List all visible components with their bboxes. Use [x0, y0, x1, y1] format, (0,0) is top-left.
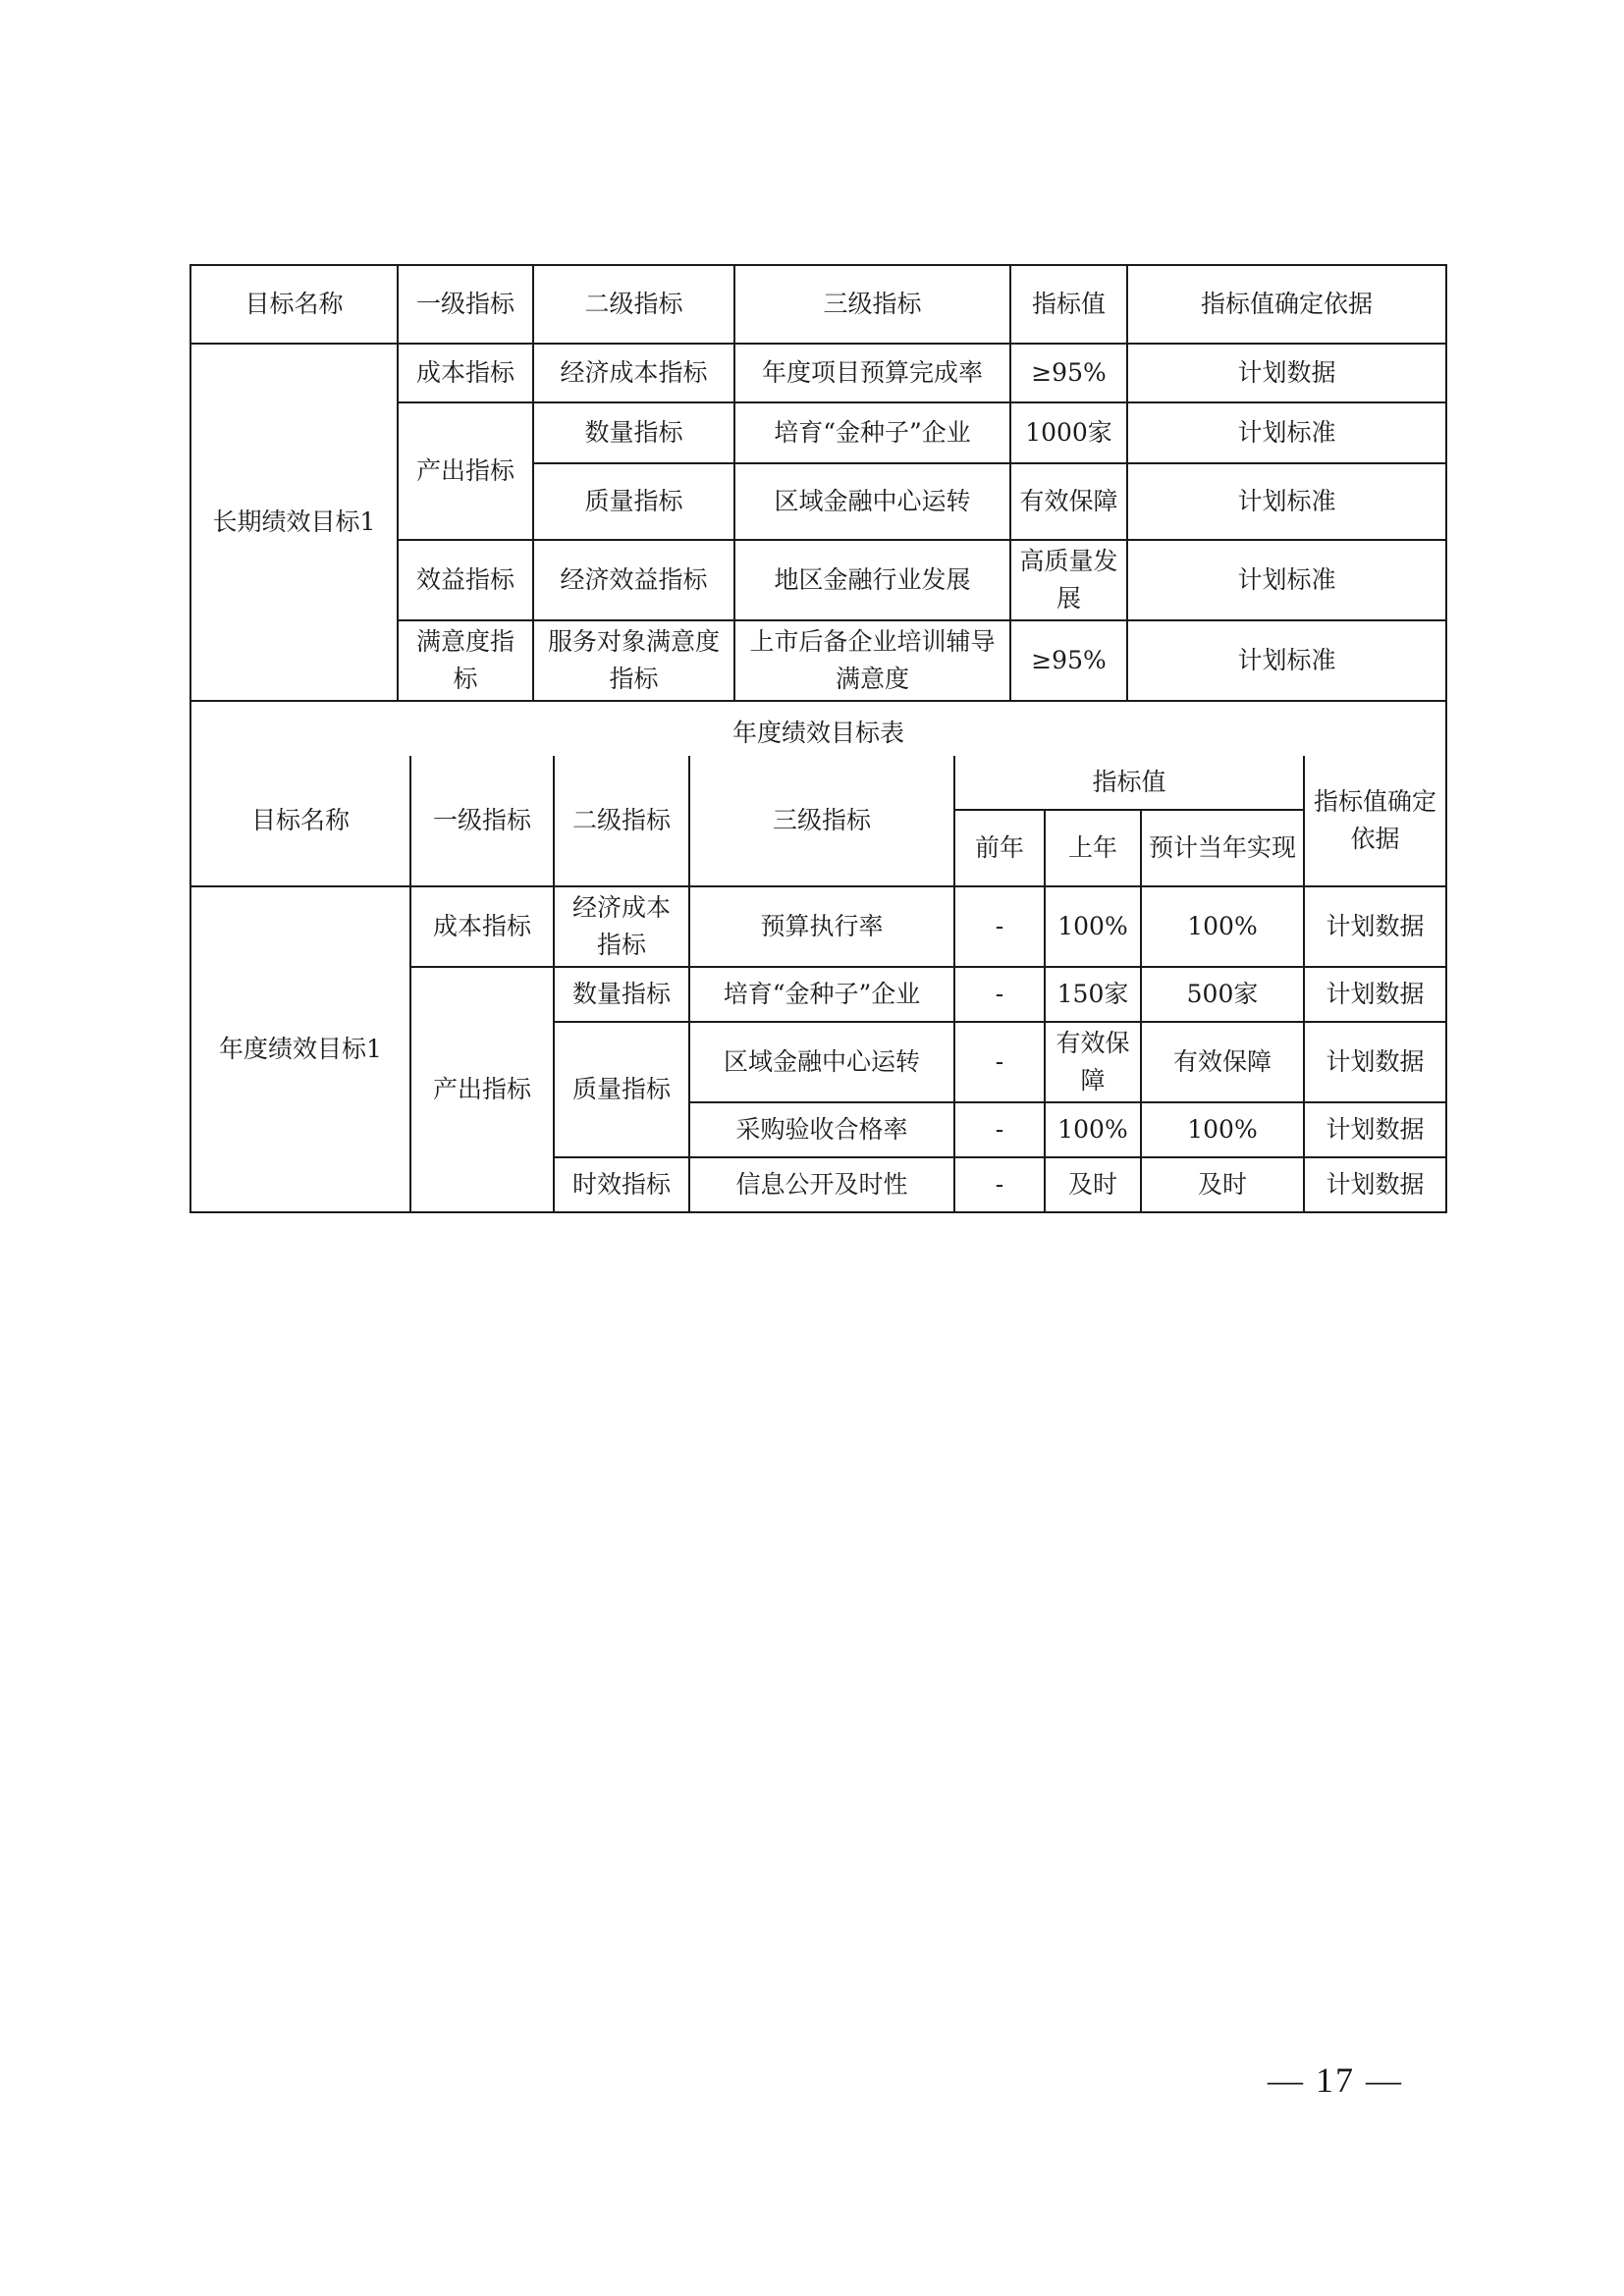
current-expected-cell: 500家 — [1141, 967, 1304, 1022]
prev-year-cell: - — [954, 1022, 1045, 1102]
target-name-cell: 年度绩效目标1 — [190, 886, 410, 1212]
level3-cell: 地区金融行业发展 — [734, 540, 1010, 620]
basis-cell: 计划数据 — [1304, 967, 1446, 1022]
current-expected-cell: 有效保障 — [1141, 1022, 1304, 1102]
current-expected-cell: 100% — [1141, 1102, 1304, 1157]
level2-cell: 经济效益指标 — [533, 540, 734, 620]
header-level1: 一级指标 — [398, 265, 533, 344]
level3-cell: 培育“金种子”企业 — [689, 967, 954, 1022]
level2-cell: 经济成本指标 — [554, 886, 689, 967]
table-row — [190, 344, 1446, 402]
prev-year-cell: - — [954, 886, 1045, 967]
level3-cell: 区域金融中心运转 — [734, 463, 1010, 540]
basis-cell: 计划数据 — [1304, 1102, 1446, 1157]
last-year-cell: 100% — [1045, 886, 1141, 967]
level1-cell: 产出指标 — [398, 402, 533, 540]
value-cell: ≥95% — [1010, 344, 1127, 402]
header-level3: 三级指标 — [689, 756, 954, 886]
prev-year-cell: - — [954, 1102, 1045, 1157]
last-year-cell: 有效保障 — [1045, 1022, 1141, 1102]
level1-cell: 成本指标 — [410, 886, 554, 967]
header-level2: 二级指标 — [554, 756, 689, 886]
value-cell: 高质量发展 — [1010, 540, 1127, 620]
long-term-goals-table — [189, 264, 1447, 765]
level3-cell: 年度项目预算完成率 — [734, 344, 1010, 402]
header-prev-year: 前年 — [954, 810, 1045, 886]
long-term-goals-table-wrapper — [189, 264, 1445, 765]
level3-cell: 采购验收合格率 — [689, 1102, 954, 1157]
level2-cell: 数量指标 — [533, 402, 734, 463]
level3-cell: 培育“金种子”企业 — [734, 402, 1010, 463]
last-year-cell: 100% — [1045, 1102, 1141, 1157]
header-value-group: 指标值 — [954, 756, 1304, 810]
header-basis: 指标值确定依据 — [1127, 265, 1446, 344]
level1-cell: 效益指标 — [398, 540, 533, 620]
basis-cell: 计划标准 — [1127, 402, 1446, 463]
level2-cell: 数量指标 — [554, 967, 689, 1022]
last-year-cell: 150家 — [1045, 967, 1141, 1022]
value-cell: 有效保障 — [1010, 463, 1127, 540]
basis-cell: 计划标准 — [1127, 540, 1446, 620]
level3-cell: 预算执行率 — [689, 886, 954, 967]
prev-year-cell: - — [954, 967, 1045, 1022]
header-level3: 三级指标 — [734, 265, 1010, 344]
basis-cell: 计划数据 — [1304, 1157, 1446, 1212]
header-level2: 二级指标 — [533, 265, 734, 344]
level2-cell: 经济成本指标 — [533, 344, 734, 402]
basis-cell: 计划数据 — [1127, 344, 1446, 402]
header-basis: 指标值确定依据 — [1304, 756, 1446, 886]
header-level1: 一级指标 — [410, 756, 554, 886]
level2-cell: 时效指标 — [554, 1157, 689, 1212]
annual-table-title: 年度绩效目标表 — [190, 701, 1446, 765]
page-number: — 17 — — [1268, 2060, 1403, 2100]
target-name-cell: 长期绩效目标1 — [190, 344, 398, 701]
level3-cell: 上市后备企业培训辅导满意度 — [734, 620, 1010, 701]
level1-cell: 成本指标 — [398, 344, 533, 402]
level2-cell: 服务对象满意度指标 — [533, 620, 734, 701]
prev-year-cell: - — [954, 1157, 1045, 1212]
current-expected-cell: 及时 — [1141, 1157, 1304, 1212]
basis-cell: 计划数据 — [1304, 886, 1446, 967]
header-value: 指标值 — [1010, 265, 1127, 344]
basis-cell: 计划标准 — [1127, 620, 1446, 701]
value-cell: ≥95% — [1010, 620, 1127, 701]
header-last-year: 上年 — [1045, 810, 1141, 886]
level3-cell: 区域金融中心运转 — [689, 1022, 954, 1102]
level3-cell: 信息公开及时性 — [689, 1157, 954, 1212]
table-header-row — [190, 756, 1446, 810]
header-target-name: 目标名称 — [190, 756, 410, 886]
basis-cell: 计划数据 — [1304, 1022, 1446, 1102]
header-target-name: 目标名称 — [190, 265, 398, 344]
level2-cell: 质量指标 — [533, 463, 734, 540]
value-cell: 1000家 — [1010, 402, 1127, 463]
annual-goals-table — [189, 756, 1447, 1213]
annual-goals-table-wrapper — [189, 756, 1445, 1213]
basis-cell: 计划标准 — [1127, 463, 1446, 540]
current-expected-cell: 100% — [1141, 886, 1304, 967]
level1-cell: 产出指标 — [410, 967, 554, 1212]
level1-cell: 满意度指标 — [398, 620, 533, 701]
table-row — [190, 886, 1446, 967]
last-year-cell: 及时 — [1045, 1157, 1141, 1212]
table-header-row — [190, 265, 1446, 344]
header-current-expected: 预计当年实现 — [1141, 810, 1304, 886]
level2-cell: 质量指标 — [554, 1022, 689, 1157]
